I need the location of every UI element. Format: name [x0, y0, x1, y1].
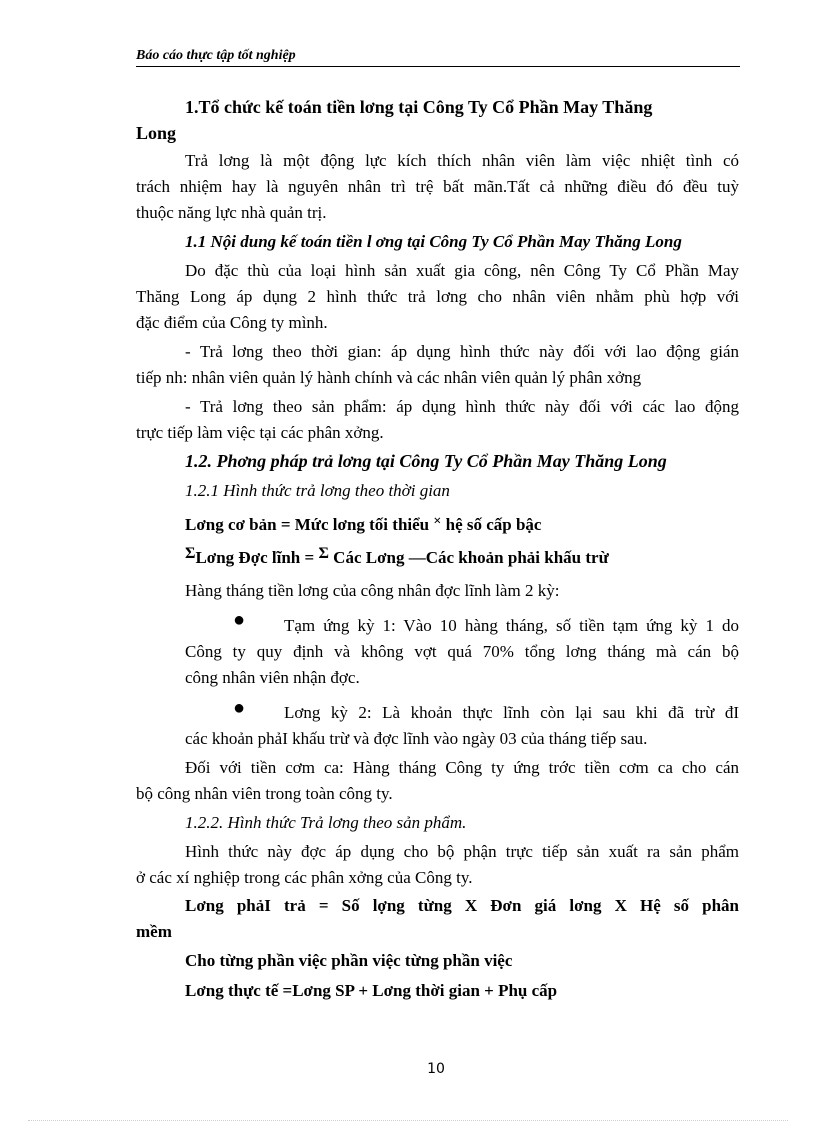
- section-1-2-heading: 1.2. Phơng pháp trả lơng tại Công Ty Cổ Phần May Thăng Long: [185, 451, 667, 471]
- section-1-2-2-heading: 1.2.2. Hình thức Trả lơng theo sản phẩm.: [185, 813, 467, 832]
- actual-salary-formula: Lơng thực tế =Lơng SP + Lơng thời gian + Phụ cấp: [185, 981, 558, 1000]
- formula-lhs: Lơng cơ bản = Mức lơng tối thiểu: [185, 515, 430, 534]
- product-pay-item: - Trả lơng theo sản phẩm: áp dụng hình thức này đối với các lao động: [185, 397, 739, 416]
- footer-dotted-rule: [28, 1120, 788, 1121]
- section-1-heading-cont: Long: [136, 123, 177, 143]
- section-1-1-heading: 1.1 Nội dung kế toán tiền l ơng tại Công Ty Cổ Phần May Thăng Long: [185, 232, 682, 251]
- formula-rhs: Các Lơng —Các khoản phải khấu trừ: [333, 548, 609, 567]
- section-1-2-1-heading: 1.2.1 Hình thức trả lơng theo thời gian: [185, 481, 450, 500]
- section-1-para-line: Trả lơng là một động lực kích thích nhân viên làm việc nhiệt tình có: [185, 151, 739, 170]
- advance-bullet-line: Tạm ứng kỳ 1: Vào 10 hàng tháng, số tiền tạm ứng kỳ 1 do: [284, 616, 739, 635]
- meal-allowance-para: Đối với tiền cơm ca: Hàng tháng Công ty ứng trớc tiền cơm ca cho cán: [185, 758, 739, 777]
- product-pay-item-cont: trực tiếp làm việc tại các phân xởng.: [136, 423, 384, 442]
- second-pay-bullet-line: các khoản phảI khấu trừ và đợc lĩnh vào ngày 03 của tháng tiếp sau.: [185, 729, 648, 748]
- basic-salary-formula: [185, 515, 541, 535]
- net-salary-formula: [185, 545, 609, 568]
- sigma-symbol: Σ: [318, 545, 329, 562]
- formula-subscript-line: Cho từng phần việc phần việc từng phần việc: [185, 951, 513, 970]
- pay-periods-para: Hàng tháng tiền lơng của công nhân đợc lĩnh làm 2 kỳ:: [185, 581, 560, 600]
- product-pay-para-line: ở các xí nghiệp trong các phân xởng của Công ty.: [136, 868, 473, 887]
- advance-bullet-line: Công ty quy định và không vợt quá 70% tổng lơng tháng mà cán bộ: [185, 642, 739, 661]
- formula-lhs: Lơng Đợc lĩnh =: [195, 548, 315, 567]
- bullet-icon: ●: [233, 697, 246, 719]
- section-1-1-para-line: đặc điểm của Công ty mình.: [136, 313, 328, 332]
- sigma-symbol: Σ: [185, 545, 196, 562]
- section-1-heading: 1.Tổ chức kế toán tiền lơng tại Công Ty Cổ Phần May Thăng: [185, 97, 653, 117]
- page-number: 10: [427, 1061, 445, 1077]
- section-1-1-para-line: Do đặc thù của loại hình sản xuất gia công, nên Công Ty Cổ Phần May: [185, 261, 739, 280]
- section-1-para-line: trách nhiệm hay là nguyên nhân trì trệ bất mãn.Tất cả những điều đó đều tuỳ: [136, 177, 739, 196]
- second-pay-bullet-line: Lơng kỳ 2: Là khoản thực lĩnh còn lại sau khi đã trừ đI: [284, 703, 739, 722]
- payable-salary-formula: Lơng phảI trả = Số lợng từng X Đơn giá lơng X Hệ số phân: [185, 896, 739, 915]
- times-symbol: ×: [433, 514, 442, 529]
- section-1-para-line: thuộc năng lực nhà quản trị.: [136, 203, 327, 222]
- bullet-icon: ●: [233, 609, 246, 631]
- header-rule: [136, 66, 740, 67]
- time-pay-item: - Trả lơng theo thời gian: áp dụng hình thức này đối với lao động gián: [185, 342, 739, 361]
- meal-allowance-para-cont: bộ công nhân viên trong toàn công ty.: [136, 784, 393, 803]
- page-header-title: Báo cáo thực tập tốt nghiệp: [136, 48, 296, 63]
- time-pay-item-cont: tiếp nh: nhân viên quản lý hành chính và các nhân viên quản lý phân xởng: [136, 368, 642, 387]
- product-pay-para-line: Hình thức này đợc áp dụng cho bộ phận trực tiếp sản xuất ra sản phẩm: [185, 842, 739, 861]
- advance-bullet-line: công nhân viên nhận đợc.: [185, 668, 360, 687]
- payable-salary-formula-cont: mềm: [136, 922, 172, 941]
- section-1-1-para-line: Thăng Long áp dụng 2 hình thức trả lơng cho nhân viên nhằm phù hợp với: [136, 287, 739, 306]
- formula-rhs: hệ số cấp bậc: [445, 515, 542, 534]
